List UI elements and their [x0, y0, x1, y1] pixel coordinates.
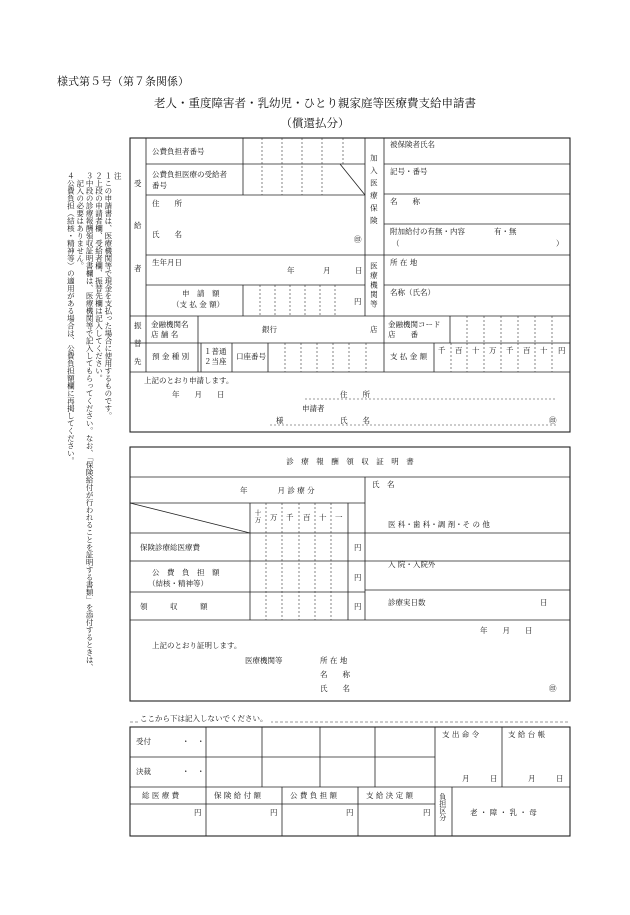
receipt-inst-name-label: 名 称	[320, 670, 350, 679]
deposit-type-1[interactable]: １普通	[204, 347, 227, 356]
kohi-amount-sub: （結核・精神等）	[148, 579, 208, 588]
digit-unit: 十	[540, 346, 548, 355]
pay-amount-label: 支 払 金 額	[390, 352, 428, 361]
total-cost-label: 保険診療総医療費	[140, 543, 200, 552]
kohi-amount-yen: 円	[354, 573, 362, 582]
benefit-header: 保 険 給 付 額	[214, 791, 262, 800]
receipt-date: 年 月 日	[480, 626, 533, 635]
digit-unit: 十	[319, 513, 327, 522]
ledger-day: 日	[556, 774, 564, 783]
birth-day: 日	[355, 266, 363, 275]
order-label: 支 出 命 令	[442, 730, 480, 739]
birth-year: 年	[287, 266, 295, 275]
insurance-side-label: 加入医療保険	[369, 154, 379, 229]
branch-number-label: 店 番	[388, 330, 418, 339]
note-3-cont: 記入の必要はありません。	[75, 179, 85, 270]
office-notice: ここから下は記入しないでください。	[140, 715, 271, 723]
digit-unit: 十	[472, 346, 480, 355]
recipient-side-2: 給	[134, 221, 142, 230]
institution-location-label: 所 在 地	[390, 258, 418, 267]
branch-name-label: 店 舗 名	[151, 330, 179, 339]
name-label: 氏 名	[152, 230, 182, 239]
decide-dots: ・ ・	[182, 767, 205, 776]
note-4: ４公費負担（結核・精神等）の適用がある場合は、公費負担額欄に再掲してください。	[66, 172, 76, 465]
transfer-side-1: 振	[134, 321, 142, 330]
note-1: １この申請書は、医療機関等で現金を支払った場合に使用するものです。	[103, 172, 113, 420]
order-month: 月	[462, 774, 470, 783]
apply-amount-label: 申 請 額	[182, 289, 220, 298]
seal-icon: ㊞	[549, 684, 557, 693]
class-label: 負担区分	[438, 793, 447, 821]
total-cost-header: 総 医 療 費	[142, 791, 180, 800]
decide-label: 決裁	[136, 767, 151, 776]
seal-icon: ㊞	[354, 235, 362, 244]
receipt-month-line: 年 月 診 療 分	[240, 486, 315, 495]
applicant-sama: 様	[276, 416, 284, 425]
address-label: 住 所	[152, 199, 182, 208]
decided-yen: 円	[423, 808, 431, 817]
received-amount-label: 領 収 額	[140, 602, 208, 611]
institution-label: 医療機関等	[245, 656, 283, 665]
seal-icon: ㊞	[549, 416, 557, 425]
page-title: 老人・重度障害者・乳幼児・ひとり親家庭等医療費支給申請書	[154, 96, 476, 110]
applicant-label: 申請者	[302, 404, 325, 413]
bank-code-label: 金融機関コード	[388, 320, 441, 329]
inpatient-choice[interactable]: 入 院・入院外	[388, 560, 436, 569]
birth-month: 月	[323, 266, 331, 275]
deposit-type-2[interactable]: ２当座	[204, 357, 227, 366]
birth-label: 生年月日	[152, 258, 182, 267]
apply-declaration: 上記のとおり申請します。	[144, 376, 234, 385]
receipt-location-label: 所 在 地	[320, 656, 348, 665]
fuka-choice[interactable]: 有・無	[494, 227, 517, 236]
bank-name-label: 金融機関名	[151, 320, 189, 329]
recipient-side-1: 受	[134, 179, 142, 188]
transfer-side-2: 替	[134, 339, 142, 348]
digit-unit: 一	[335, 513, 343, 522]
insurer-name-label: 名 称	[390, 197, 420, 206]
bank-suffix: 銀行	[262, 325, 277, 334]
receipt-doctor-name-label: 氏 名	[320, 684, 350, 693]
received-amount-yen: 円	[354, 602, 362, 611]
deposit-type-label: 預 金 種 別	[152, 352, 190, 361]
benefit-yen: 円	[270, 808, 278, 817]
kohi-header: 公 費 負 担 額	[290, 791, 338, 800]
note-3: ３中段の診療報酬領収証明書欄は、医療機関等で記入してもらってください。なお、「保険給付が行われることを証明する書類」を添付するときは、	[85, 172, 95, 671]
certify-statement: 上記のとおり証明します。	[152, 641, 242, 650]
apply-date: 年 月 日	[172, 390, 225, 399]
digit-unit: 万	[489, 346, 497, 355]
institution-name-label: 名称（氏名）	[390, 288, 435, 297]
kohi-yen: 円	[346, 808, 354, 817]
apply-amount-sub: （支 払 金 額）	[172, 300, 225, 309]
branch-suffix: 店	[370, 325, 378, 334]
account-number-label: 口座番号	[236, 352, 266, 361]
page-subtitle: （償還払分）	[280, 116, 350, 130]
institution-side-label: 医療機関等	[369, 262, 379, 310]
digit-unit: 十万	[254, 509, 262, 524]
receive-dots: ・ ・	[182, 737, 205, 746]
digit-unit: 万	[270, 513, 278, 522]
ledger-label: 支 給 台 帳	[508, 730, 546, 739]
digit-unit: 百	[523, 346, 531, 355]
total-cost-yen: 円	[354, 543, 362, 552]
digit-unit: 千	[506, 346, 514, 355]
class-values[interactable]: 老 ・ 障 ・ 乳 ・ 母	[470, 808, 537, 817]
fuka-paren-open: （	[392, 239, 400, 248]
kohi-amount-label: 公 費 負 担 額	[152, 568, 220, 577]
notes-header: 注	[113, 172, 123, 180]
decided-header: 支 給 決 定 額	[366, 791, 414, 800]
insured-name-label: 被保険者氏名	[390, 140, 435, 149]
applicant-name-label: 氏 名	[340, 416, 370, 425]
digit-unit: 千	[438, 346, 446, 355]
fuka-paren-close: ）	[556, 239, 564, 248]
days-unit: 日	[540, 598, 548, 607]
applicant-address-label: 住 所	[340, 390, 370, 399]
receipt-categories[interactable]: 医 科・歯 科・調 剤・そ の 他	[388, 520, 490, 529]
apply-amount-yen: 円	[354, 297, 362, 306]
digit-unit: 円	[558, 346, 566, 355]
digit-unit: 千	[286, 513, 294, 522]
note-2: ２上段の申請者欄、受給者欄、振替先欄は記入してください。	[94, 172, 104, 382]
fuka-label: 附加給付の有無・内容	[390, 227, 465, 236]
total-cost-yen: 円	[194, 808, 202, 817]
kohi-futansha-label: 公費負担者番号	[152, 147, 205, 156]
receipt-patient-name: 氏 名	[372, 480, 395, 489]
receive-label: 受付	[136, 737, 151, 746]
days-label: 診療実日数	[388, 598, 426, 607]
symbol-number-label: 記号・番号	[390, 167, 428, 176]
digit-unit: 百	[303, 513, 311, 522]
ledger-month: 月	[528, 774, 536, 783]
digit-unit: 百	[455, 346, 463, 355]
transfer-side-3: 先	[134, 357, 142, 366]
notes-column	[66, 172, 123, 671]
form-number: 様式第５号（第７条関係）	[57, 75, 189, 88]
order-day: 日	[490, 774, 498, 783]
recipient-side-3: 者	[134, 264, 142, 273]
receipt-title: 診 療 報 酬 領 収 証 明 書	[286, 457, 414, 466]
kohi-jukyusha-label: 公費負担医療の受給者番号	[152, 170, 227, 190]
